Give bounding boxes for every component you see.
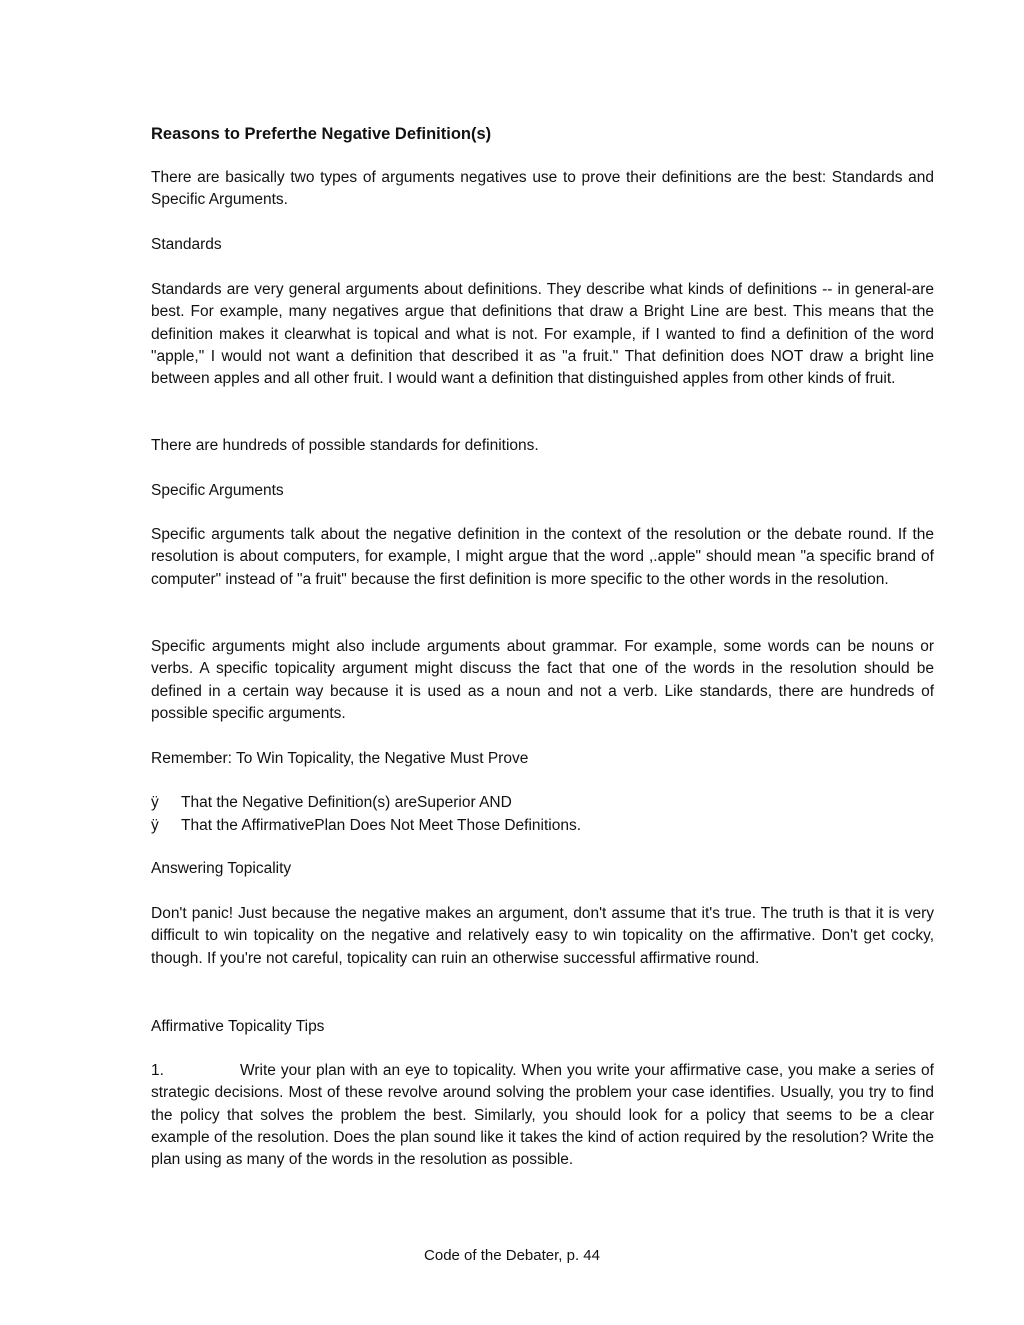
bullet-text: That the Negative Definition(s) areSuperior AND (181, 794, 512, 811)
standards-paragraph: Standards are very general arguments about definitions. They describe what kinds of definitions -- in general-are best. For example, many negatives argue that definitions that draw a Bright Line are best. This means that the definition makes it clearwhat is topical and what is not. For example, if I wanted to find a definition of the word "apple," I would not want a definition that described it as "a fruit." That definition does NOT draw a bright line between apples and all other fruit. I would want a definition that distinguished apples from other kinds of fruit. (151, 281, 934, 388)
specific-arguments-heading: Specific Arguments (151, 482, 284, 499)
specific-arguments-paragraph: Specific arguments talk about the negative definition in the context of the resolution or the debate round. If the resolution is about computers, for example, I might argue that the word ,.apple" should mean "a specific brand of computer" instead of "a fruit" because the first definition is more specific to the other words in the resolution. (151, 526, 934, 588)
standards-note: There are hundreds of possible standards for definitions. (151, 437, 539, 454)
grammar-paragraph: Specific arguments might also include arguments about grammar. For example, some words can be nouns or verbs. A specific topicality argument might discuss the fact that one of the words in the resolution should be defined in a certain way because it is used as a noun and not a verb. Like standards, there are hundreds of possible specific arguments. (151, 638, 934, 722)
section-title: Reasons to Preferthe Negative Definition(s) (151, 125, 492, 143)
tips-heading: Affirmative Topicality Tips (151, 1018, 325, 1035)
tip-number: 1. (151, 1062, 164, 1079)
standards-heading: Standards (151, 236, 222, 253)
page-footer: Code of the Debater, p. 44 (424, 1247, 600, 1264)
remember-line: Remember: To Win Topicality, the Negative Must Prove (151, 750, 529, 767)
answering-paragraph: Don't panic! Just because the negative makes an argument, don't assume that it's true. The truth is that it is very difficult to win topicality on the negative and relatively easy to win topicality on the affirmative. Don't get cocky, though. If you're not careful, topicality can ruin an otherwise successful affirmative round. (151, 905, 934, 967)
bullet-text: That the AffirmativePlan Does Not Meet Those Definitions. (181, 817, 582, 834)
tip-text: Write your plan with an eye to topicality. When you write your affirmative case, you make a series of strategic decisions. Most of these revolve around solving the problem your case identifies. Usually, you try to find the policy that solves the problem the best. Similarly, you should look for a policy that seems to be a clear example of the resolution. Does the plan sound like it takes the kind of action required by the resolution? Write the plan using as many of the words in the resolution as possible. (151, 1062, 934, 1169)
tip-item (151, 1060, 934, 1171)
bullet-mark: ÿ (151, 817, 159, 834)
answering-topicality-heading: Answering Topicality (151, 860, 292, 877)
bullet-mark: ÿ (151, 794, 159, 811)
intro-paragraph: There are basically two types of arguments negatives use to prove their definitions are the best: Standards and Specific Arguments. (151, 169, 934, 209)
